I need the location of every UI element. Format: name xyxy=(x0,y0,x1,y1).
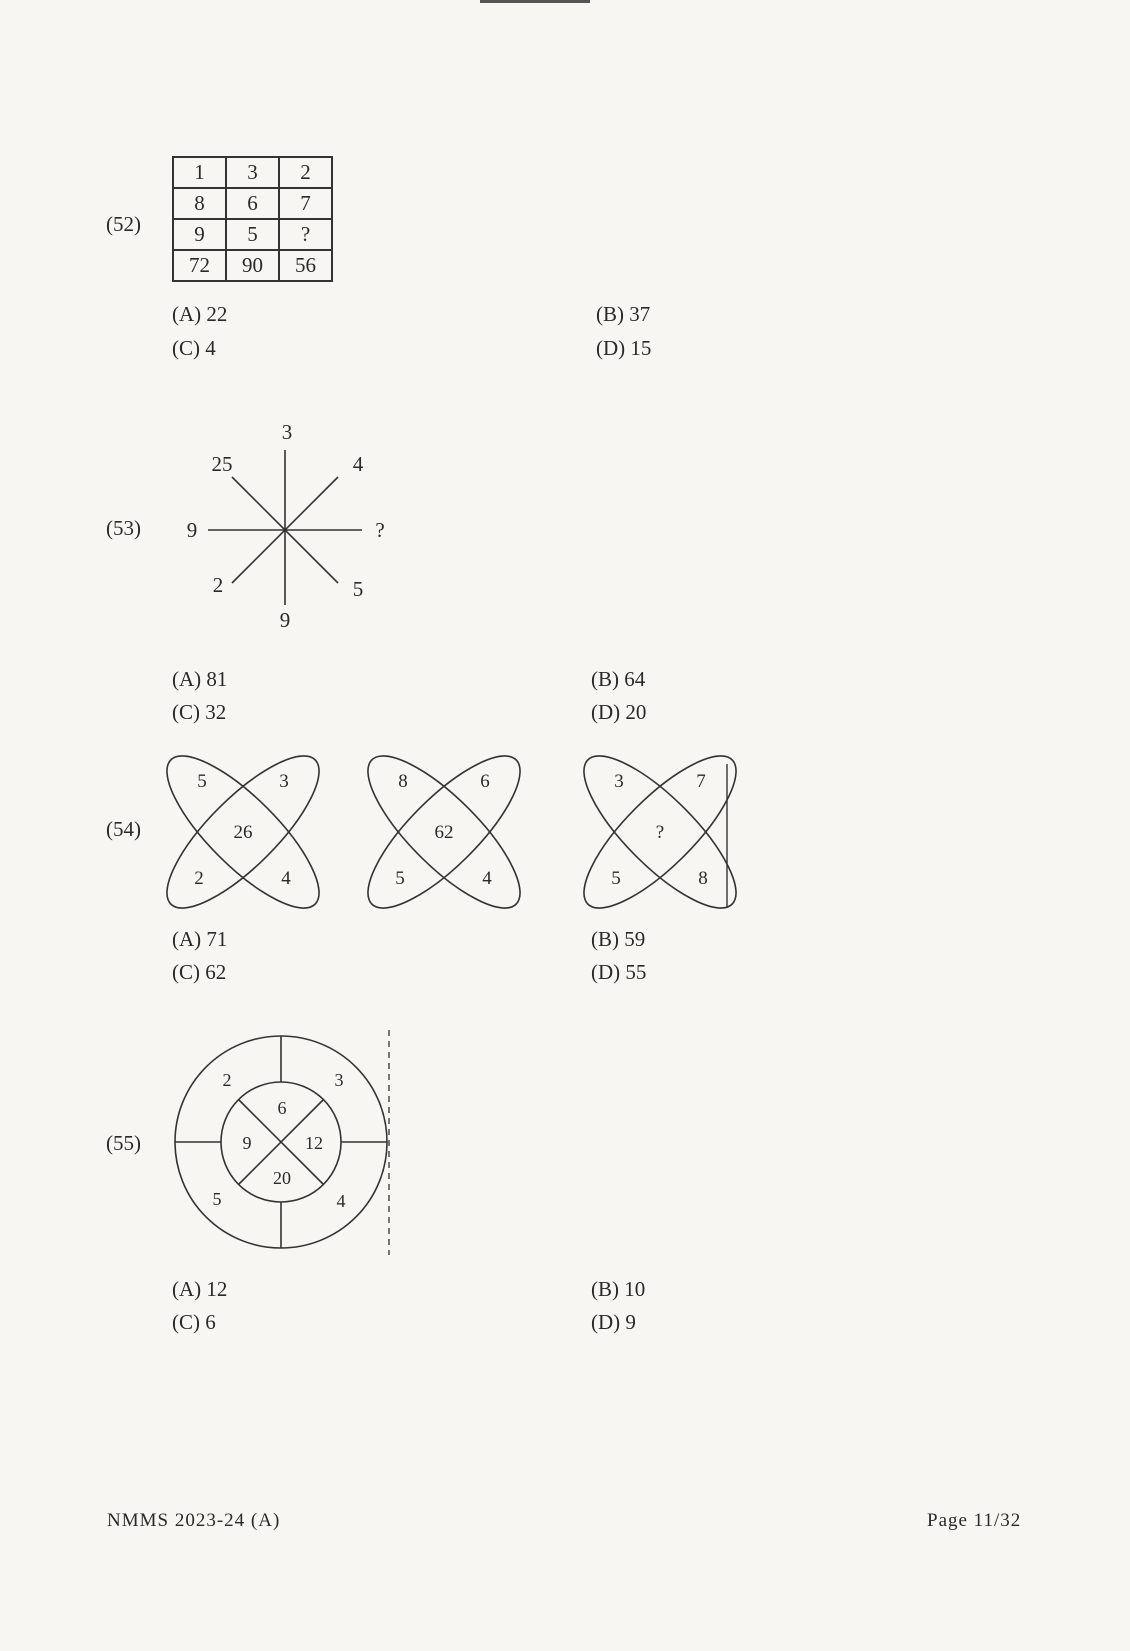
grid-cell: 3 xyxy=(226,157,279,188)
grid-cell: 9 xyxy=(173,219,226,250)
petal-number-top-left: 3 xyxy=(614,771,624,792)
page-number-footer: Page 11/32 xyxy=(927,1510,1022,1531)
petal-number-bottom-right: 4 xyxy=(482,868,492,889)
option-c[interactable]: (C) 4 xyxy=(172,336,216,360)
spoke-label-bottom: 9 xyxy=(279,608,291,632)
question-55-circle-figure xyxy=(172,1030,402,1255)
petal-number-bottom-left: 2 xyxy=(194,868,204,889)
petal-number-bottom-right: 8 xyxy=(698,868,708,889)
inner-number-bottom: 20 xyxy=(273,1168,291,1188)
spoke-label-left: 9 xyxy=(186,518,198,542)
option-d[interactable]: (D) 55 xyxy=(591,960,647,984)
petal-number-top-left: 8 xyxy=(398,771,408,792)
option-a[interactable]: (A) 71 xyxy=(172,927,228,951)
table-row xyxy=(173,188,332,219)
center-number: 26 xyxy=(233,822,253,843)
option-c[interactable]: (C) 62 xyxy=(172,960,227,984)
option-d[interactable]: (D) 15 xyxy=(596,336,652,360)
question-54-number: (54) xyxy=(106,817,141,841)
grid-cell: 56 xyxy=(279,250,332,281)
option-d[interactable]: (D) 9 xyxy=(591,1310,636,1334)
option-a[interactable]: (A) 12 xyxy=(172,1277,228,1301)
question-53-star-figure xyxy=(170,415,400,630)
option-a[interactable]: (A) 81 xyxy=(172,667,228,691)
option-c[interactable]: (C) 32 xyxy=(172,700,227,724)
inner-number-left: 9 xyxy=(242,1133,252,1153)
option-a[interactable]: (A) 22 xyxy=(172,302,228,326)
spoke-label-bottom-right: 5 xyxy=(352,577,364,601)
question-55-number: (55) xyxy=(106,1131,141,1155)
spoke-label-top-right: 4 xyxy=(352,452,364,476)
question-52-number: (52) xyxy=(106,212,141,236)
petal-number-top-right: 3 xyxy=(279,771,289,792)
spoke-label-top: 3 xyxy=(281,420,293,444)
question-54-figure-2 xyxy=(373,758,515,906)
question-52-grid xyxy=(172,156,333,282)
table-row xyxy=(173,250,332,281)
inner-number-top: 6 xyxy=(277,1098,287,1118)
question-54-figure-1 xyxy=(172,758,314,906)
grid-cell: 8 xyxy=(173,188,226,219)
spoke-label-bottom-left: 2 xyxy=(212,573,224,597)
petal-number-bottom-left: 5 xyxy=(611,868,621,889)
grid-cell: 5 xyxy=(226,219,279,250)
grid-cell: 1 xyxy=(173,157,226,188)
option-c[interactable]: (C) 6 xyxy=(172,1310,216,1334)
option-b[interactable]: (B) 59 xyxy=(591,927,646,951)
grid-cell: ? xyxy=(279,219,332,250)
option-b[interactable]: (B) 10 xyxy=(591,1277,646,1301)
grid-cell: 90 xyxy=(226,250,279,281)
inner-number-right: 12 xyxy=(305,1133,323,1153)
outer-number-top-left: 2 xyxy=(222,1070,232,1090)
outer-number-bottom-left: 5 xyxy=(212,1189,222,1209)
table-row xyxy=(173,157,332,188)
grid-cell: 6 xyxy=(226,188,279,219)
grid-cell: 2 xyxy=(279,157,332,188)
option-b[interactable]: (B) 37 xyxy=(596,302,651,326)
petal-number-bottom-left: 5 xyxy=(395,868,405,889)
option-b[interactable]: (B) 64 xyxy=(591,667,646,691)
petal-number-top-right: 7 xyxy=(696,771,706,792)
outer-number-top-right: 3 xyxy=(334,1070,344,1090)
petal-number-top-right: 6 xyxy=(480,771,490,792)
petal-number-top-left: 5 xyxy=(197,771,207,792)
spoke-label-right: ? xyxy=(375,518,385,542)
center-number: ? xyxy=(655,822,665,843)
spoke-label-top-left: 25 xyxy=(211,452,233,476)
center-number: 62 xyxy=(434,822,454,843)
scan-mark xyxy=(480,0,590,3)
question-53-number: (53) xyxy=(106,516,141,540)
table-row xyxy=(173,219,332,250)
option-d[interactable]: (D) 20 xyxy=(591,700,647,724)
exam-code-footer: NMMS 2023-24 (A) xyxy=(107,1510,281,1531)
petal-number-bottom-right: 4 xyxy=(281,868,291,889)
question-54-figure-3 xyxy=(589,758,731,906)
outer-number-bottom-right: 4 xyxy=(336,1191,346,1211)
grid-cell: 72 xyxy=(173,250,226,281)
grid-cell: 7 xyxy=(279,188,332,219)
